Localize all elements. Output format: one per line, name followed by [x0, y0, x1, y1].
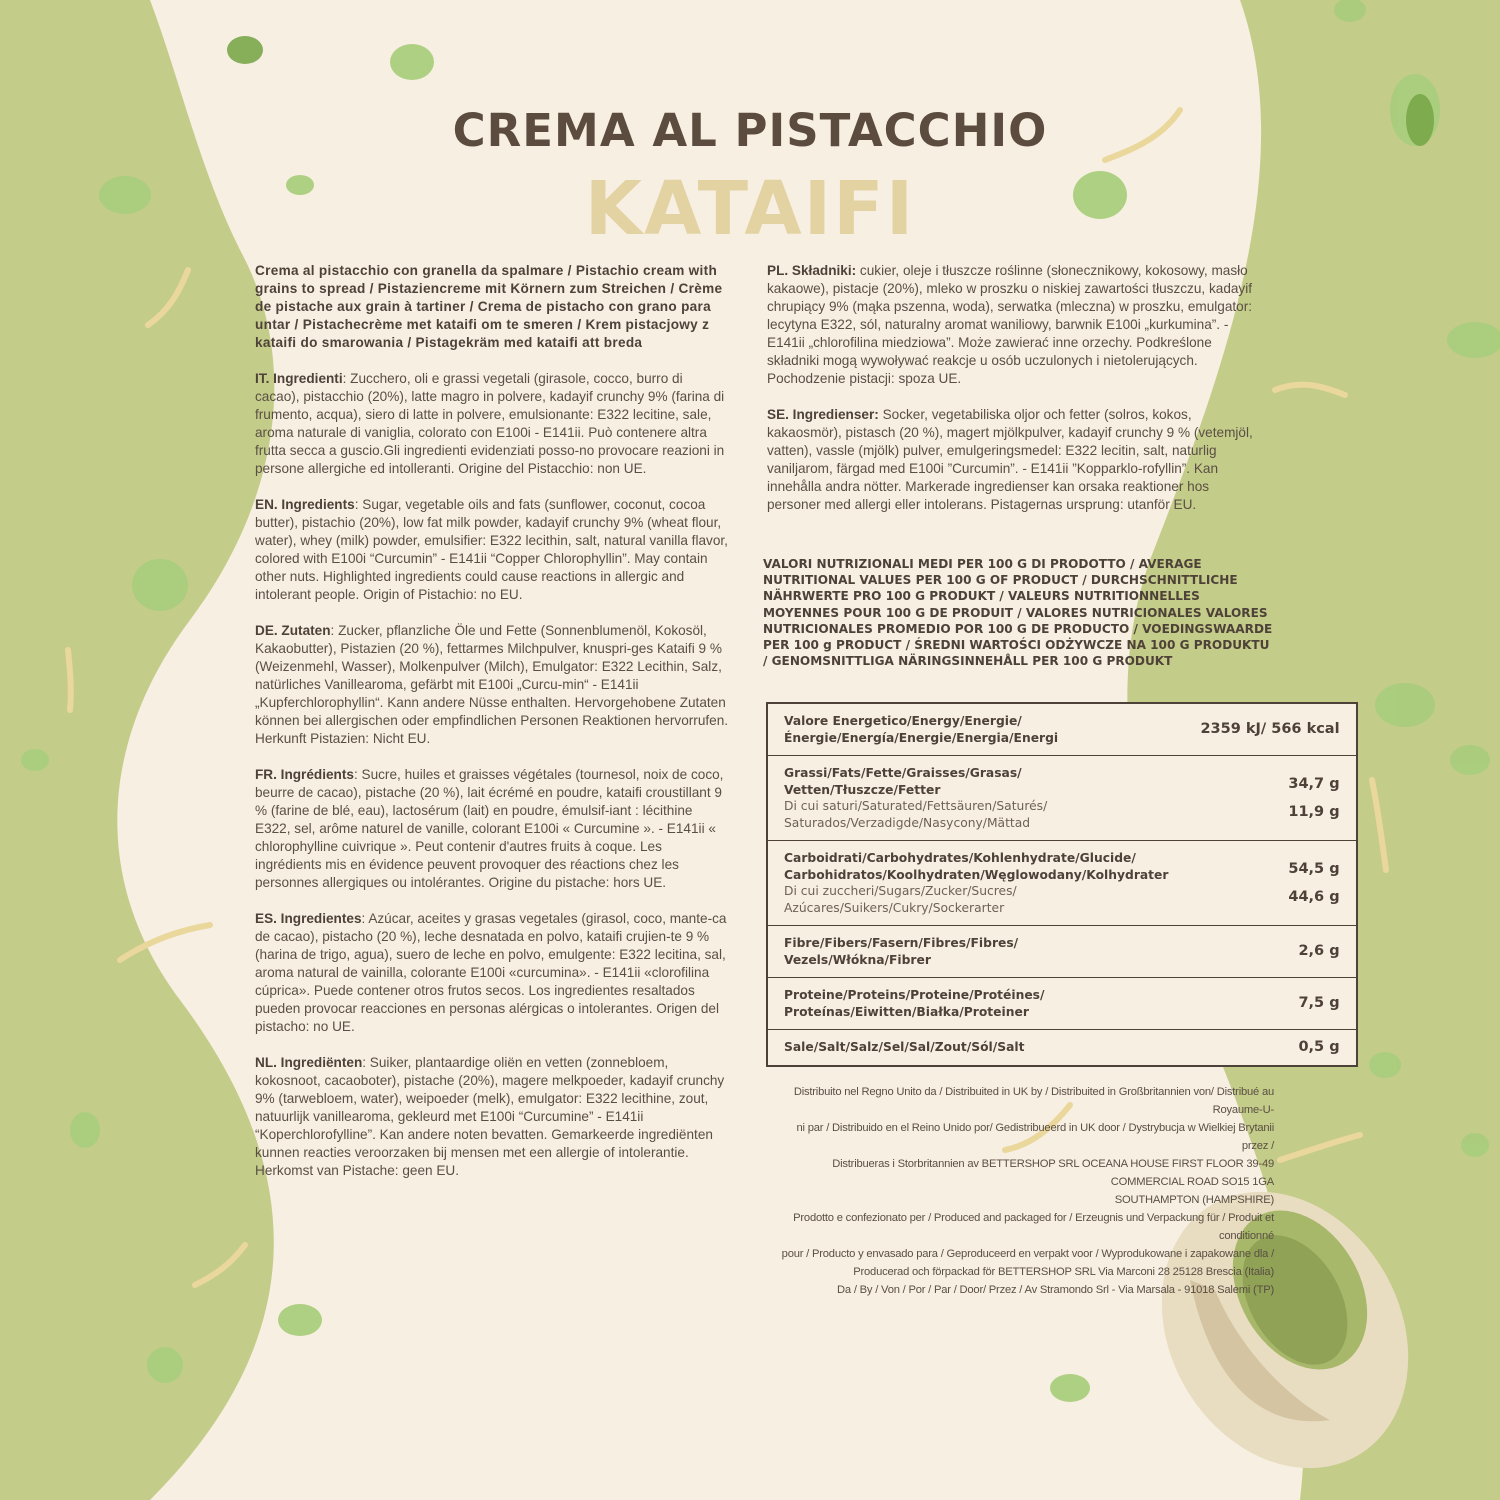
ingredients-se: SE. Ingredienser: Socker, vegetabiliska oljor och fetter (solros, kokos, kakaosmör), pistasch (20 %), magert mjölkpulver, kadayif crunchy 9 % (vetemjöl, vatten), vassle (mjölk) pulver, emulgeringsmedel: E322 lecitin, salt, naturlig vaniljarom, färgad med E100i ”Curcumin”. - E141ii ”Kopparklo-rofyllin”. Kan innehålla andra nötter. Markerade ingredienser kan orsaka reaktioner hos personer med allergi eller intolerans. Pistagernas ursprung: utanför EU. [767, 407, 1253, 512]
nutrient-sublabel: Di cui saturi/Saturated/Fettsäuren/Saturés/ Saturados/Verzadigde/Nasycony/Mättad [784, 799, 1048, 830]
ingredients-column-right [767, 262, 1259, 532]
producer-line: Da / By / Von / Por / Par / Door/ Przez / Av Stramondo Srl - Via Marsala - 91018 Salemi (TP) [837, 1284, 1274, 1296]
nutrient-value: 2359 kJ/ 566 kcal [1200, 721, 1340, 738]
ingredients-es: ES. Ingredientes: Azúcar, aceites y grasas vegetales (girasol, coco, mante-ca de cacao), pistacho (20 %), leche desnatada en polvo, kataifi crujien-te 9 % (harina de trigo, agua), suero de leche en polvo, emulgente: E322 lecitina, sal, aroma natural de vainilla, colorante E100i «curcumina». - E141ii «clorofilina cúprica». Puede contener otros frutos secos. Los ingredientes resaltados pueden provocar reacciones en personas alérgicas o intolerantes. Origen del pistacho: no UE. [255, 911, 727, 1034]
pistachio-piece [147, 1347, 183, 1383]
pistachio-piece [21, 749, 49, 771]
pistachio-piece [278, 1304, 322, 1336]
nutrition-row-fibre [767, 926, 1357, 978]
pistachio-piece [1369, 1052, 1401, 1078]
pistachio-piece-dark [227, 36, 263, 64]
producer-line: Producerad och förpackad för BETTERSHOP SRL Via Marconi 28 25128 Brescia (Italia) [853, 1266, 1274, 1278]
nutrient-label: Fibre/Fibers/Fasern/Fibres/Fibres/ Vezels/Włókna/Fibrer [784, 936, 1019, 967]
pistachio-piece [132, 559, 188, 611]
nutrient-subvalue: 11,9 g [1288, 804, 1340, 820]
pistachio-piece [1050, 1374, 1090, 1402]
pistachio-piece [1450, 745, 1490, 775]
ingredients-en: EN. Ingredients: Sugar, vegetable oils and fats (sunflower, coconut, cocoa butter), pistachio (20%), low fat milk powder, kadayif crunchy 9% (wheat flour, water), whey (milk) powder, emulsifier: E322 lecithin, salt, natural vanilla flavor, colored with E100i “Curcumin” - E141ii “Copper Chlorophyllin”. May contain other nuts. Highlighted ingredients could cause reactions in allergic and intolerant people. Origin of Pistachio: no EU. [255, 497, 728, 602]
kataifi-strand [68, 650, 71, 710]
distribution-line: Distribuito nel Regno Unito da / Distribuited in UK by / Distribuited in Großbritannien von/ Distribué au Royaume-U- [793, 1086, 1274, 1116]
product-subtitle-kataifi: KATAIFI [584, 166, 916, 252]
ingredients-pl: PL. Składniki: cukier, oleje i tłuszcze roślinne (słonecznikowy, kokosowy, masło kakaowe), pistacje (20%), mleko w proszku o niskiej zawartości tłuszczu, kadayif chrupiący 9% (mąka pszenna, woda), serwatka (mleczna) w proszku, emulgator: lecytyna E322, sól, naturalny aromat waniliowy, barwnik E100i „kurkumina”. - E141ii „chlorofilina miedziowa”. Może zawierać inne orzechy. Podkreślone składniki mogą wywoływać reakcje u osób uczulonych i nietolerujących. Pochodzenie pistacji: spoza UE. [767, 263, 1253, 386]
ingredients-column-left [255, 262, 730, 1198]
producer-line: Prodotto e confezionato per / Produced and packaged for / Erzeugnis und Verpackung für / Produit et conditionné [793, 1212, 1274, 1242]
nutrient-label: Carboidrati/Carbohydrates/Kohlenhydrate/Glucide/ Carbohidratos/Koolhydraten/Węglowodany/Kolhydrater [784, 851, 1169, 882]
nutrient-value: 7,5 g [1298, 995, 1340, 1012]
distribution-line: Distribueras i Storbritannien av BETTERSHOP SRL OCEANA HOUSE FIRST FLOOR 39-49 COMMERCIAL ROAD SO15 1GA [832, 1158, 1274, 1188]
pistachio-piece [390, 44, 434, 80]
ingredients-it: IT. Ingredienti: Zucchero, oli e grassi vegetali (girasole, cocco, burro di cacao), pistacchio (20%), latte magro in polvere, kadayif crunchy 9% (farina di frumento, acqua), siero di latte in polvere, emulsionante: E322 lecitine, sale, aroma naturale di vaniglia, colorato con E100i - E141ii. Può contenere altra frutta secca a guscio.Gli ingredienti evidenziati posso-no provocare reazioni in persone allergiche ed intolleranti. Origine del Pistacchio: non UE. [255, 371, 725, 476]
nutrition-row-salt [767, 1030, 1357, 1066]
product-title: CREMA AL PISTACCHIO [452, 104, 1048, 157]
nutrition-table [766, 702, 1358, 1067]
nutrient-label: Sale/Salt/Salz/Sel/Sal/Zout/Sól/Salt [784, 1040, 1025, 1054]
nutrient-label: Grassi/Fats/Fette/Graisses/Grasas/ Vetten/Tłuszcze/Fetter [784, 766, 1022, 797]
nutrient-value: 34,7 g [1288, 775, 1340, 792]
pistachio-piece [70, 1112, 100, 1148]
nutrition-row-fats [767, 756, 1357, 841]
pistachio-piece [1375, 683, 1435, 727]
nutrient-label: Valore Energetico/Energy/Energie/ Énergie/Energía/Energie/Energia/Energi [784, 714, 1059, 745]
nutrient-sublabel: Di cui zuccheri/Sugars/Zucker/Sucres/ Azúcares/Suikers/Cukry/Sockerarter [784, 884, 1017, 915]
distribution-line: ni par / Distribuido en el Reino Unido por/ Gedistribueerd in UK door / Dystrybucja w Wielkiej Brytanii przez / [796, 1122, 1274, 1152]
nutrition-row-protein [767, 978, 1357, 1030]
nutrient-value: 0,5 g [1298, 1039, 1340, 1055]
product-description: Crema al pistacchio con granella da spalmare / Pistachio cream with grains to spread / Pistaziencreme mit Körnern zum Streichen / Crème de pistache aux grain à tartiner / Crema de pistacho con grano para untar / Pistachecrème met kataifi om te smeren / Krem pistacjowy z kataifi do smarowania / Pistagekräm med kataifi att breda [255, 263, 723, 350]
ingredients-nl: NL. Ingrediënten: Suiker, plantaardige oliën en vetten (zonnebloem, kokosnoot, cacaoboter), pistache (20%), magere melkpoeder, kadayif crunchy 9% (tarwebloem, water), weipoeder (melk), emulgator: E322 lecithine, zout, natuurlijk vanillearoma, gekleurd met E100i “Curcumine” - E141ii “Koperchlorofylline”. Kan andere noten bevatten. Gemarkeerde ingrediënten kunnen reacties veroorzaken bij mensen met een allergie of intolerantie. Herkomst van Pistache: geen EU. [255, 1055, 725, 1178]
nutrient-value: 54,5 g [1288, 860, 1340, 877]
nutrition-row-carbohydrates [767, 841, 1357, 926]
distribution-info [768, 1083, 1274, 1299]
distribution-line: SOUTHAMPTON (HAMPSHIRE) [1114, 1194, 1274, 1206]
ingredients-de: DE. Zutaten: Zucker, pflanzliche Öle und Fette (Sonnenblumenöl, Kokosöl, Kakaobutter), Pistazien (20 %), fettarmes Milchpulver, knuspri-ges Kataifi 9 % (Weizenmehl, Wasser), Molkenpulver (Milch), Emulgator: E322 Lecithin, Salz, natürliches Vanillearoma, gefärbt mit E100i „Curcu-min“ - E141ii „Kupferchlorophyllin“. Kann andere Nüsse enthalten. Hervorgehobene Zutaten können bei allergischen oder empfindlichen Personen Reaktionen hervorrufen. Herkunft Pistazien: Nicht EU. [255, 623, 729, 746]
nutrient-subvalue: 44,6 g [1288, 889, 1340, 905]
ingredients-fr: FR. Ingrédients: Sucre, huiles et graisses végétales (tournesol, noix de coco, beurre de cacao), pistache (20 %), lait écrémé en poudre, kataifi croustillant 9 % (farine de blé, eau), lactosérum (lait) en poudre, émulsif-iant : lécithine E322, sel, arôme naturel de vanille, colorant E100i « Curcumine ». - E141ii « chlorophylline cuivrique ». Peut contenir d'autres fruits à coque. Les ingrédients mis en évidence peuvent provoquer des réactions chez les personnes allergiques ou intolérantes. Origine du pistache: hors UE. [255, 767, 724, 890]
nutrition-row-energy [767, 703, 1357, 756]
producer-line: pour / Producto y envasado para / Geproduceerd en verpakt voor / Wyprodukowane i zapakowane dla / [781, 1248, 1274, 1260]
nutrient-value: 2,6 g [1298, 943, 1340, 960]
nutrient-label: Proteine/Proteins/Proteine/Protéines/ Proteínas/Eiwitten/Białka/Proteiner [784, 988, 1045, 1019]
nutrition-heading: VALORI NUTRIZIONALI MEDI PER 100 G DI PRODOTTO / AVERAGE NUTRITIONAL VALUES PER 100 G OF PRODUCT / DURCHSCHNITTLICHE NÄHRWERTE PRO 100 G PRODUKT / VALEURS NUTRITIONNELLES MOYENNES POUR 100 G DE PRODUIT / VALORES NUTRICIONALES VALORES NUTRICIONALES PROMEDIO POR 100 G DE PRODUCTO / VOEDINGSWAARDE PER 100 g PRODUCT / ŚREDNI WARTOŚCI ODŻYWCZE NA 100 G PRODUKTU / GENOMSNITTLIGA NÄRINGSINNEHÅLL PER 100 G PRODUKT [763, 557, 1273, 669]
pistachio-piece [1461, 1133, 1489, 1157]
